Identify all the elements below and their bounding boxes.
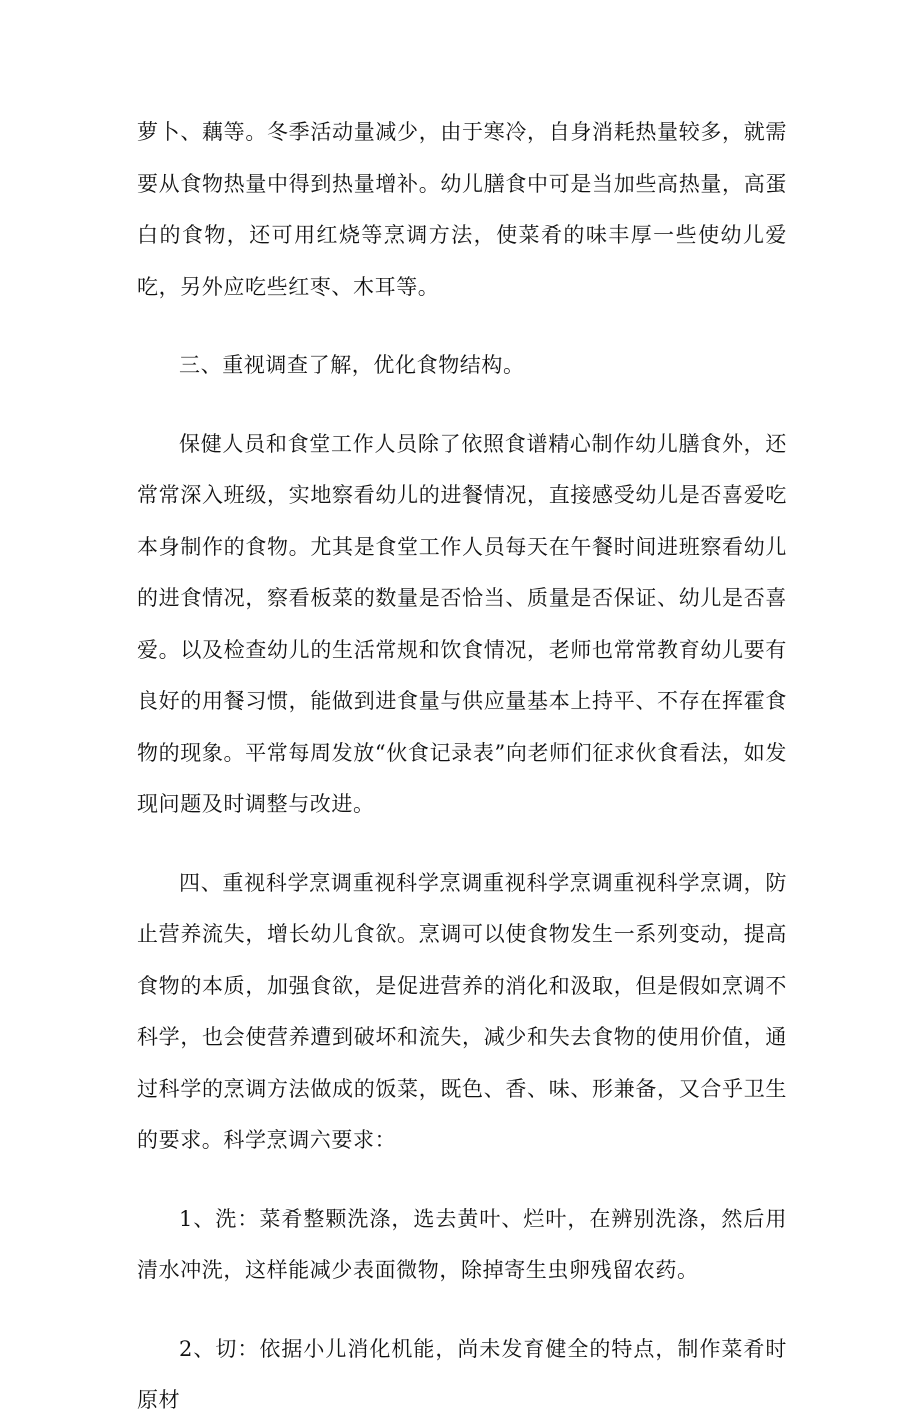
paragraph-survey: 保健人员和食堂工作人员除了依照食谱精心制作幼儿膳食外，还常常深入班级，实地察看幼儿的进餐情况，直接感受幼儿是否喜爱吃本身制作的食物。尤其是食堂工作人员每天在午餐时间进班察看幼儿的进食情况，察看板菜的数量是否恰当、质量是否保证、幼儿是否喜爱。以及检查幼儿的生活常规和饮食情况，老师也常常教育幼儿要有良好的用餐习惯，能做到进食量与供应量基本上持平、不存在挥霍食物的现象。平常每周发放“伙食记录表”向老师们征求伙食看法，如发现问题及时调整与改进。	[137, 431, 787, 816]
document-body	[137, 107, 787, 1427]
paragraph-spacer	[137, 1167, 787, 1194]
paragraph-spacer	[137, 313, 787, 340]
section-heading-3: 三、重视调查了解，优化食物结构。	[179, 353, 525, 377]
list-item-cut: 2、切：依据小儿消化机能，尚未发育健全的特点，制作菜肴时原材	[137, 1336, 787, 1412]
list-item-wash: 1、洗：菜肴整颗洗涤，选去黄叶、烂叶，在辨别洗涤，然后用清水冲洗，这样能减少表面微物，除掉寄生虫卵残留农药。	[137, 1206, 787, 1282]
section-heading-4-paragraph: 四、重视科学烹调重视科学烹调重视科学烹调重视科学烹调，防止营养流失，增长幼儿食欲。烹调可以使食物发生一系列变动，提高食物的本质，加强食欲，是促进营养的消化和汲取，但是假如烹调不科学，也会使营养遭到破坏和流失，减少和失去食物的使用价值，通过科学的烹调方法做成的饭菜，既色、香、味、形兼备，又合乎卫生的要求。科学烹调六要求：	[137, 870, 787, 1152]
paragraph-spacer	[137, 392, 787, 419]
paragraph-spacer	[137, 831, 787, 858]
paragraph-winter-diet: 萝卜、藕等。冬季活动量减少，由于寒冷，自身消耗热量较多，就需要从食物热量中得到热量增补。幼儿膳食中可是当加些高热量，高蛋白的食物，还可用红烧等烹调方法，使菜肴的味丰厚一些使幼儿爱吃，另外应吃些红枣、木耳等。	[137, 120, 787, 299]
